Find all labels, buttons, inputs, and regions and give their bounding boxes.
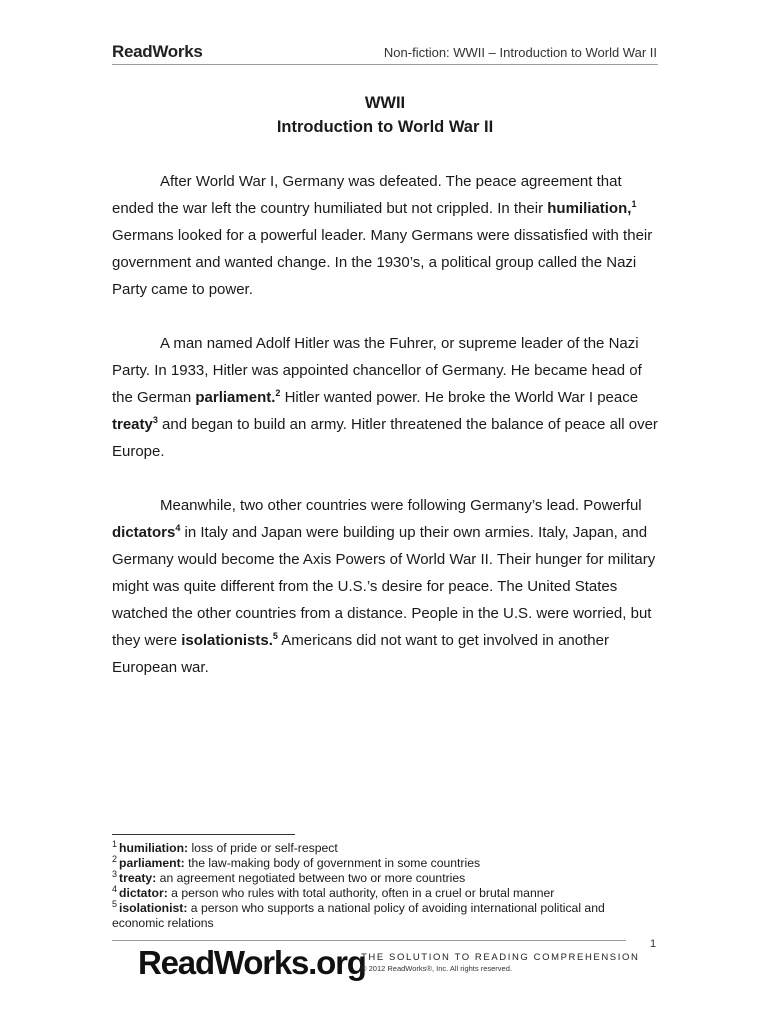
footnote-ref: 3 [152, 415, 158, 425]
footnote-number: 2 [112, 853, 118, 864]
footnote-ref: 5 [272, 631, 278, 641]
header-divider [112, 64, 658, 65]
footnote-definition: a person who supports a national policy of avoiding international political and economic relations [112, 901, 605, 930]
footnote-term: isolationist: [119, 901, 188, 915]
page-number: 1 [650, 938, 657, 950]
glossary-term-dictators [112, 524, 180, 541]
term-text: isolationists. [181, 632, 273, 649]
text-run: After World War I, Germany was defeated. The peace agreement that ended the war left the country humiliated but not crippled. In their [112, 173, 622, 217]
text-run: Meanwhile, two other countries were following Germany’s lead. Powerful [160, 497, 642, 514]
footer-logo: ReadWorks.org [138, 944, 366, 981]
footnote-definition: the law-making body of government in some countries [184, 856, 481, 870]
footer-tagline: THE SOLUTION TO READING COMPREHENSION [361, 952, 640, 963]
footnote-ref: 2 [275, 388, 281, 398]
footnote-5 [112, 898, 658, 931]
page-title: Introduction to World War II [276, 118, 494, 136]
header-logo: ReadWorks [112, 42, 203, 61]
term-text: humiliation, [547, 200, 632, 217]
footnote-definition: loss of pride or self-respect [188, 841, 338, 855]
footnote-number: 3 [112, 868, 118, 879]
text-run: in Italy and Japan were building up their own armies. Italy, Japan, and Germany would become the Axis Powers of World War II. Their hunger for military might was quite different from the U.S.’s desire for peace. The United States watched the other countries from a distance. People in the U.S. were worried, but they were [112, 524, 656, 649]
footnote-divider [112, 834, 295, 835]
footnote-4 [112, 883, 658, 901]
term-text: parliament. [195, 389, 276, 406]
footnote-term: treaty: [119, 871, 157, 885]
footnote-ref: 4 [175, 523, 181, 533]
paragraph-1 [112, 168, 658, 303]
footnote-term: humiliation: [119, 841, 189, 855]
footnote-definition: an agreement negotiated between two or more countries [156, 871, 466, 885]
text-run: and began to build an army. Hitler threatened the balance of peace all over Europe. [112, 416, 658, 460]
footer-divider [112, 940, 626, 941]
text-run: Germans looked for a powerful leader. Many Germans were dissatisfied with their government and wanted change. In the 1930’s, a political group called the Nazi Party came to power. [112, 227, 653, 298]
article-body [112, 168, 658, 708]
header-document-label: Non-fiction: WWII – Introduction to World War II [383, 45, 657, 60]
term-text: treaty [112, 416, 153, 433]
footnote-number: 1 [112, 838, 118, 849]
paragraph-2 [112, 330, 658, 465]
footnote-3 [112, 868, 658, 886]
glossary-term-isolationists [181, 632, 278, 649]
title-block [112, 91, 658, 139]
footnote-term: parliament: [119, 856, 185, 870]
term-text: dictators [112, 524, 176, 541]
footnote-number: 5 [112, 898, 118, 909]
footnote-1 [112, 838, 658, 856]
text-run: Hitler wanted power. He broke the World War I peace [280, 389, 639, 406]
footnotes [112, 838, 658, 931]
footer-copyright: © 2012 ReadWorks®, Inc. All rights reserved. [361, 964, 512, 973]
text-run: A man named Adolf Hitler was the Fuhrer, or supreme leader of the Nazi Party. In 1933, Hitler was appointed chancellor of Germany. He became head of the German [112, 335, 642, 406]
glossary-term-treaty [112, 416, 158, 433]
glossary-term-parliament [195, 389, 280, 406]
glossary-term-humiliation [547, 200, 636, 217]
footnote-2 [112, 853, 658, 871]
footnote-number: 4 [112, 883, 118, 894]
paragraph-3 [112, 492, 658, 681]
footnote-ref: 1 [631, 199, 637, 209]
footnote-term: dictator: [119, 886, 168, 900]
footnote-definition: a person who rules with total authority, often in a cruel or brutal manner [167, 886, 555, 900]
text-run: Americans did not want to get involved in another European war. [112, 632, 609, 676]
title-topic: WWII [364, 94, 406, 112]
